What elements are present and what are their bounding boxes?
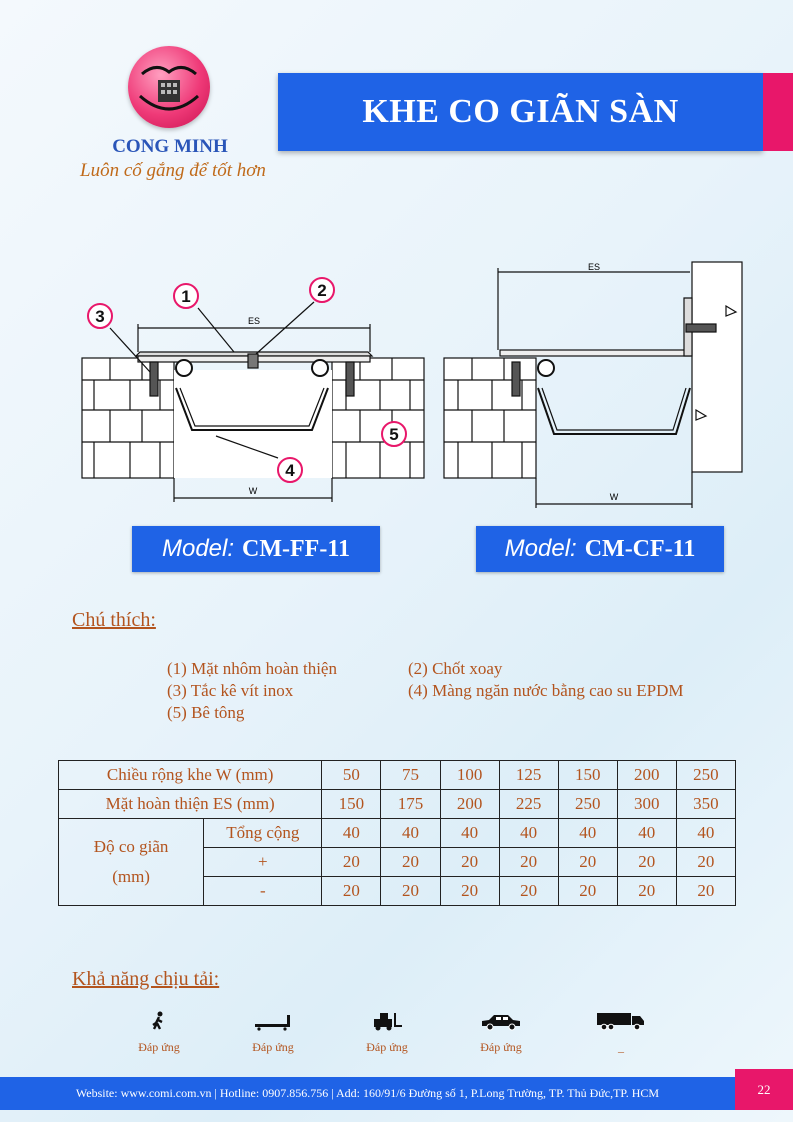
table-cell: 40 xyxy=(499,819,558,848)
load-item-forklift xyxy=(342,1011,432,1055)
model-label: Model: xyxy=(504,535,577,562)
footer-bar xyxy=(0,1077,735,1110)
table-cell: 20 xyxy=(322,877,381,906)
model-badge-cm-ff-11 xyxy=(132,526,380,572)
table-cell: 40 xyxy=(322,819,381,848)
table-cell: 225 xyxy=(499,790,558,819)
table-cell: 20 xyxy=(381,877,440,906)
table-cell: 40 xyxy=(440,819,499,848)
load-caption: Đáp ứng xyxy=(252,1040,294,1054)
table-cell: 20 xyxy=(440,877,499,906)
brand-slogan: Luôn cố gắng để tốt hơn xyxy=(80,160,266,181)
trolley-icon xyxy=(253,1011,293,1031)
forklift-icon xyxy=(371,1011,403,1031)
table-cell: 20 xyxy=(558,848,617,877)
legend-item-1: (1) Mặt nhôm hoàn thiện xyxy=(167,659,337,678)
table-cell: 250 xyxy=(558,790,617,819)
table-cell: 40 xyxy=(617,819,676,848)
company-logo xyxy=(128,46,210,128)
table-cell: 20 xyxy=(676,848,735,877)
row-label: - xyxy=(204,877,322,906)
car-icon xyxy=(479,1011,523,1031)
load-capacity-row xyxy=(110,1005,670,1065)
legend-item-2: (2) Chốt xoay xyxy=(408,659,503,678)
page-number: 22 xyxy=(735,1069,793,1110)
legend-item-3: (3) Tắc kê vít inox xyxy=(167,681,294,700)
table-cell: 200 xyxy=(440,790,499,819)
es-dimension-label-right: ES xyxy=(587,262,601,272)
load-item-car xyxy=(456,1011,546,1055)
table-cell: 20 xyxy=(381,848,440,877)
row-label: Mặt hoàn thiện ES (mm) xyxy=(59,790,322,819)
truck-icon xyxy=(595,1011,647,1031)
pedestrian-icon xyxy=(149,1011,169,1031)
brand-name: CONG MINH xyxy=(112,136,228,157)
callout-1: 1 xyxy=(181,287,191,306)
table-cell: 20 xyxy=(617,848,676,877)
load-caption: Đáp ứng xyxy=(366,1040,408,1054)
table-cell: 300 xyxy=(617,790,676,819)
drawing-cm-ff-11 xyxy=(80,270,425,510)
w-dimension-label-right: W xyxy=(609,492,619,502)
page-title: KHE CO GIÃN SÀN xyxy=(362,93,679,130)
table-cell: 20 xyxy=(558,877,617,906)
table-row-es xyxy=(59,790,736,819)
model-value: CM-CF-11 xyxy=(584,535,696,562)
footer-contact: Website: www.comi.com.vn | Hotline: 0907.856.756 | Add: 160/91/6 Đường số 1, P.Long Trường, TP. Thủ Đức,TP. HCM xyxy=(75,1086,660,1100)
legend-item-4: (4) Màng ngăn nước bằng cao su EPDM xyxy=(408,681,684,700)
table-cell: 40 xyxy=(381,819,440,848)
table-row-total xyxy=(59,819,736,848)
table-cell: 100 xyxy=(440,761,499,790)
spec-table xyxy=(58,760,736,906)
load-caption: Đáp ứng xyxy=(480,1040,522,1054)
load-item-truck xyxy=(576,1011,666,1055)
row-label: + xyxy=(204,848,322,877)
es-dimension-label: ES xyxy=(247,316,261,326)
table-cell: 200 xyxy=(617,761,676,790)
load-caption: _ xyxy=(618,1040,624,1054)
page-title-bar xyxy=(278,73,763,151)
load-item-trolley xyxy=(228,1011,318,1055)
legend-item-5: (5) Bê tông xyxy=(167,703,245,722)
callout-3: 3 xyxy=(95,307,105,326)
movement-label: Độ co giãn xyxy=(93,837,169,856)
w-dimension-label: W xyxy=(248,486,258,496)
table-cell: 175 xyxy=(381,790,440,819)
row-label: Tổng cộng xyxy=(204,819,322,848)
table-cell: 20 xyxy=(617,877,676,906)
movement-unit: (mm) xyxy=(112,867,150,886)
table-cell: 75 xyxy=(381,761,440,790)
table-cell: 350 xyxy=(676,790,735,819)
table-cell: 20 xyxy=(322,848,381,877)
callout-4: 4 xyxy=(285,461,295,480)
table-cell: 40 xyxy=(676,819,735,848)
drawing-cm-cf-11 xyxy=(440,258,745,510)
load-item-pedestrian xyxy=(114,1011,204,1055)
model-label: Model: xyxy=(161,535,235,562)
table-cell: 20 xyxy=(499,848,558,877)
callout-5: 5 xyxy=(389,425,399,444)
table-cell: 20 xyxy=(440,848,499,877)
title-accent-block xyxy=(763,73,793,151)
load-caption: Đáp ứng xyxy=(138,1040,180,1054)
table-row-width xyxy=(59,761,736,790)
table-cell: 40 xyxy=(558,819,617,848)
callout-2: 2 xyxy=(317,281,327,300)
table-cell: 50 xyxy=(322,761,381,790)
logo-emblem-icon xyxy=(128,46,210,128)
legend-title: Chú thích: xyxy=(72,609,156,631)
table-cell: 250 xyxy=(676,761,735,790)
load-title: Khả năng chịu tải: xyxy=(72,968,220,990)
movement-label-cell xyxy=(59,819,204,906)
table-cell: 150 xyxy=(322,790,381,819)
model-badge-cm-cf-11 xyxy=(476,526,724,572)
model-value: CM-FF-11 xyxy=(242,535,350,562)
table-cell: 150 xyxy=(558,761,617,790)
row-label: Chiều rộng khe W (mm) xyxy=(59,761,322,790)
table-cell: 20 xyxy=(499,877,558,906)
table-cell: 125 xyxy=(499,761,558,790)
table-cell: 20 xyxy=(676,877,735,906)
